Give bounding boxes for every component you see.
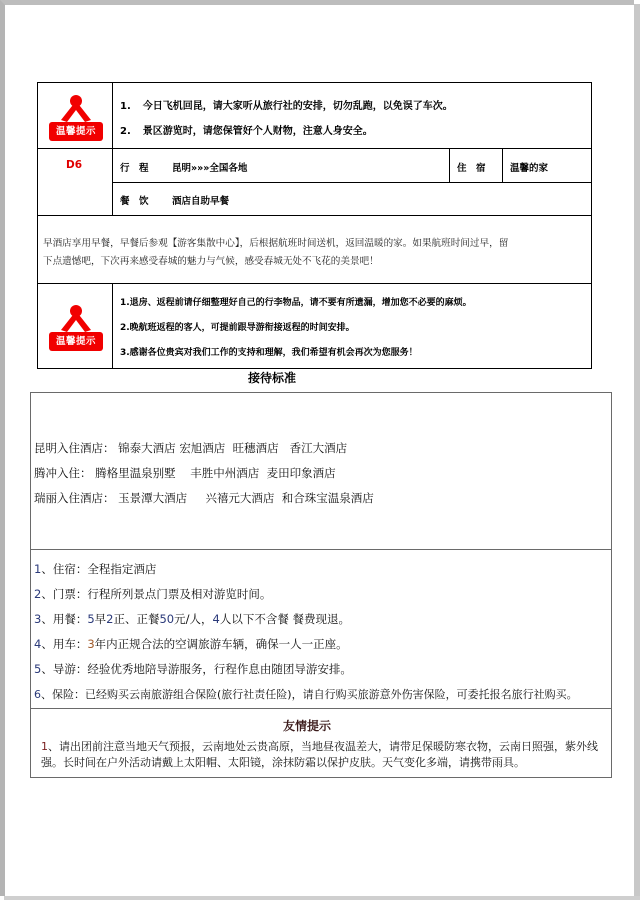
- standard-item: [34, 611, 350, 627]
- item-text: 全程指定酒店: [87, 562, 157, 576]
- divider: [112, 83, 113, 216]
- divider: [112, 283, 113, 368]
- item-label: 、用餐：: [41, 612, 88, 626]
- hotel-name: 宏旭酒店: [179, 441, 226, 455]
- item-number: 6: [34, 688, 41, 701]
- item-value: 4: [212, 612, 220, 626]
- item-label: 、门票：: [41, 587, 88, 601]
- item-text: 元/人，: [174, 612, 213, 626]
- page-shadow: [634, 4, 640, 898]
- divider: [113, 182, 591, 183]
- tip-item: [120, 122, 373, 137]
- hotel-city-label: 瑞丽入住酒店：: [34, 491, 115, 505]
- item-number: 1: [41, 740, 48, 753]
- standards-title: 接待标准: [248, 371, 297, 385]
- standard-item: [34, 561, 156, 577]
- item-text: 人以下不含餐 餐费现退。: [219, 612, 350, 626]
- hotel-name: 玉景潭大酒店: [118, 491, 188, 505]
- day-code: D6: [66, 159, 83, 171]
- tip-number: 1.: [120, 101, 131, 112]
- hotel-city-label: 昆明入住酒店：: [34, 441, 115, 455]
- friendly-tip-text: 、请出团前注意当地天气预报，云南地处云贵高原，当地昼夜温差大，请带足保暖防寒衣物，云南日照强，紫外线: [48, 740, 598, 753]
- divider: [38, 215, 591, 216]
- page-shadow: [4, 896, 640, 900]
- route-value: 昆明»»»全国各地: [172, 163, 248, 174]
- item-text: 经验优秀地陪导游服务，行程作息由随团导游安排。: [87, 662, 352, 676]
- tip-item: 1.退房、返程前请仔细整理好自己的行李物品，请不要有所遗漏，增加您不必要的麻烦。: [120, 298, 472, 308]
- meals-label: 餐 饮: [120, 196, 149, 207]
- item-number: 1: [34, 562, 42, 576]
- standard-item: [34, 586, 271, 602]
- hotel-name: 腾格里温泉别墅: [95, 466, 176, 480]
- item-number: 3: [34, 612, 42, 626]
- item-text: 已经购买云南旅游组合保险(旅行社责任险)，请自行购买旅游意外伤害保险，可委托报名旅行社购买。: [85, 688, 578, 701]
- divider: [449, 148, 450, 183]
- day-description: 下点遗憾吧，下次再来感受春城的魅力与气候，感受春城无处不飞花的美景吧！: [43, 256, 379, 267]
- route-label: 行 程: [120, 163, 149, 174]
- standard-item: [34, 686, 578, 702]
- item-value: 5: [87, 612, 95, 626]
- hanger-icon: [47, 301, 105, 335]
- hotel-name: 香江大酒店: [289, 441, 348, 455]
- lodging-label: 住 宿: [457, 163, 486, 174]
- hotel-name: 兴禧元大酒店: [205, 491, 275, 505]
- warm-tip-icon: [47, 301, 105, 353]
- friendly-tip-line: [41, 738, 598, 754]
- item-label: 、保险：: [41, 688, 85, 701]
- warm-tip-badge: 温馨提示: [49, 332, 103, 351]
- item-value: 50: [159, 612, 175, 626]
- item-value: 3: [87, 637, 95, 651]
- hotel-name: 旺穗酒店: [232, 441, 279, 455]
- tip-text: 景区游览时，请您保管好个人财物，注意人身安全。: [142, 126, 373, 137]
- tip-item: 3.感谢各位贵宾对我们工作的支持和理解，我们希望有机会再次为您服务！: [120, 348, 418, 358]
- item-label: 、用车：: [41, 637, 88, 651]
- hotel-row: [34, 440, 347, 456]
- item-label: 、导游：: [41, 662, 88, 676]
- standards-box: [30, 392, 612, 778]
- divider: [502, 148, 503, 183]
- friendly-tips-title: 友情提示: [283, 719, 332, 733]
- standard-item: [34, 636, 348, 652]
- hotel-name: 丰胜中州酒店: [190, 466, 260, 480]
- divider: [31, 708, 611, 709]
- friendly-tip-line: 强。长时间在户外活动请戴上太阳帽、太阳镜，涂抹防霜以保护皮肤。天气变化多端，请携带雨具。: [41, 756, 525, 769]
- divider: [38, 283, 591, 284]
- item-text: 行程所列景点门票及相对游览时间。: [87, 587, 272, 601]
- item-label: 、住宿：: [41, 562, 88, 576]
- tip-number: 2.: [120, 126, 131, 137]
- hotel-name: 麦田印象酒店: [266, 466, 336, 480]
- hotel-name: 和合珠宝温泉酒店: [281, 491, 374, 505]
- standard-item: [34, 661, 352, 677]
- meals-value: 酒店自助早餐: [172, 196, 230, 207]
- tip-text: 今日飞机回昆，请大家听从旅行社的安排，切勿乱跑，以免误了车次。: [142, 101, 453, 112]
- hotel-row: [34, 465, 336, 481]
- lodging-value: 温馨的家: [510, 163, 549, 174]
- item-text: 年内正规合法的空调旅游车辆，确保一人一正座。: [94, 637, 348, 651]
- itinerary-table: [37, 82, 592, 369]
- hanger-icon: [47, 91, 105, 125]
- hotel-row: [34, 490, 374, 506]
- item-text: 正、正餐: [113, 612, 160, 626]
- tip-item: [120, 97, 453, 112]
- divider: [38, 148, 591, 149]
- day-description: 早酒店享用早餐，早餐后参观【游客集散中心】，后根据航班时间送机，返回温暖的家。如果航班时间过早，留: [43, 238, 509, 249]
- item-value: 2: [106, 612, 114, 626]
- item-number: 2: [34, 587, 42, 601]
- item-number: 4: [34, 637, 42, 651]
- divider: [31, 549, 611, 550]
- hotel-name: 锦泰大酒店: [118, 441, 176, 455]
- warm-tip-badge: 温馨提示: [49, 122, 103, 141]
- tip-item: 2.晚航班返程的客人，可提前跟导游衔接返程的时间安排。: [120, 323, 355, 333]
- warm-tip-icon: [47, 91, 105, 143]
- hotel-city-label: 腾冲入住：: [34, 466, 92, 480]
- item-number: 5: [34, 662, 42, 676]
- item-text: 早: [94, 612, 107, 626]
